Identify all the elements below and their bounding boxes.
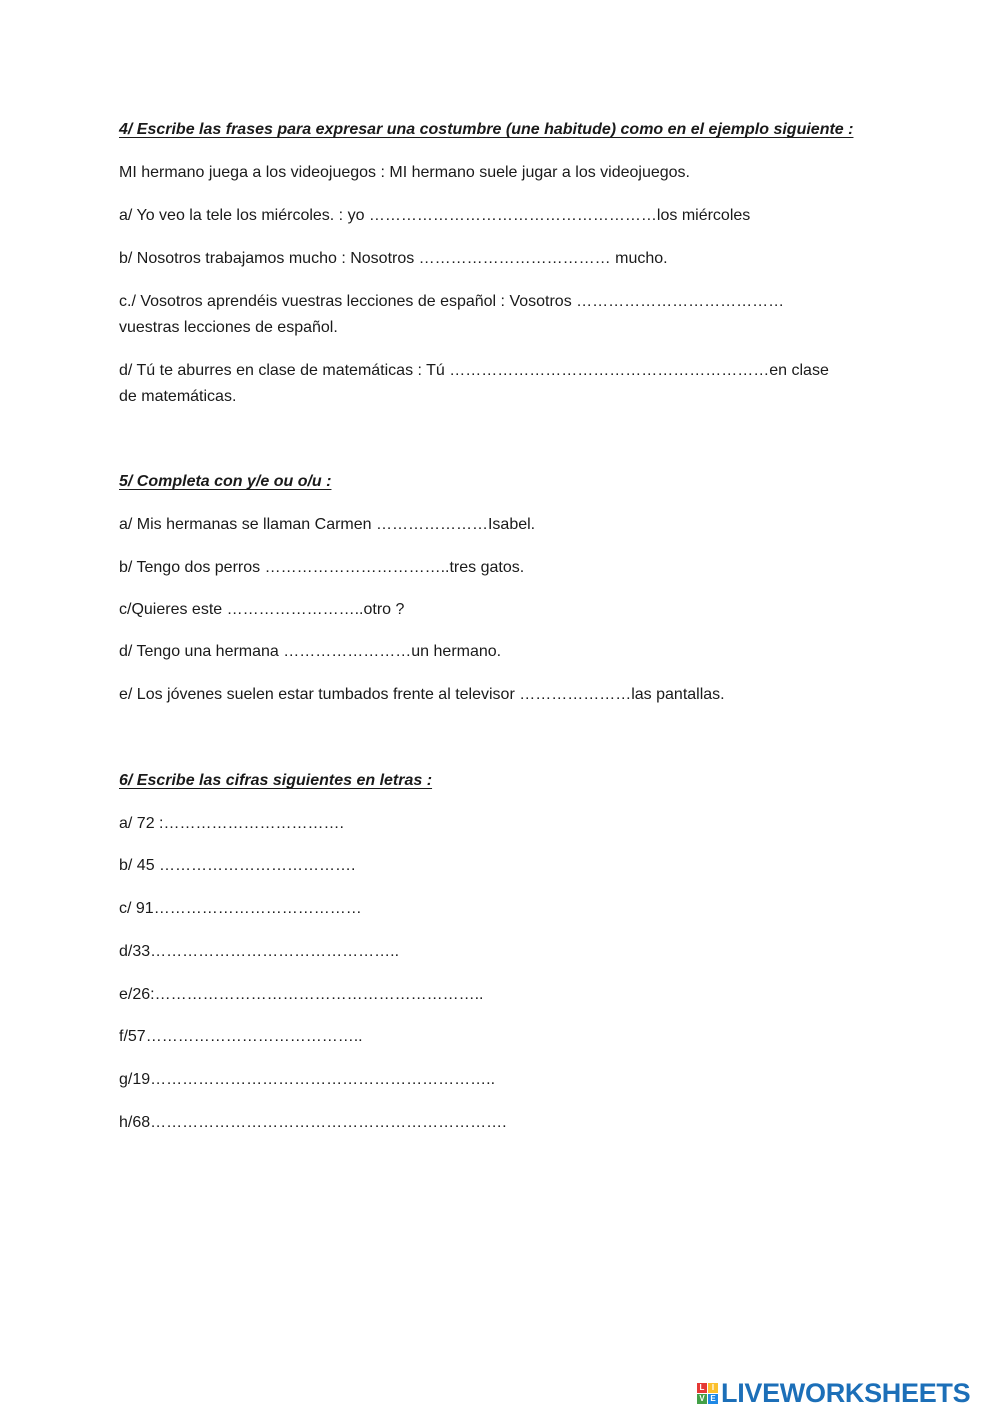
section5-item-d: d/ Tengo una hermana ……………………un hermano.	[119, 643, 502, 660]
section5-heading: 5/ Completa con y/e ou o/u :	[119, 473, 332, 490]
section4-item-a: a/ Yo veo la tele los miércoles. : yo ………………………………………………los miércoles	[119, 207, 751, 224]
section4-item-d: d/ Tú te aburres en clase de matemáticas : Tú ……………………………………………………en clase de matemáticas.	[119, 362, 829, 405]
section6-item-b: b/ 45 ……………………………….	[119, 857, 356, 874]
logo-tile: I	[708, 1383, 718, 1393]
section6-item-d: d/33………………………………………..	[119, 943, 400, 960]
section6-item-e: e/26:……………………………………………………..	[119, 986, 484, 1003]
logo-tiles-icon	[697, 1383, 718, 1404]
section4-heading: 4/ Escribe las frases para expresar una costumbre (une habitude) como en el ejemplo siguiente :	[119, 121, 854, 138]
section6-item-f: f/57…………………………………..	[119, 1028, 363, 1045]
section4-item-c: c./ Vosotros aprendéis vuestras lecciones de español : Vosotros …………………………………vuestras lecciones de español.	[119, 293, 785, 336]
section6-item-h: h/68………………………………………………………….	[119, 1114, 507, 1131]
liveworksheets-logo	[697, 1376, 970, 1410]
section6-heading: 6/ Escribe las cifras siguientes en letras :	[119, 772, 433, 789]
section4-example: MI hermano juega a los videojuegos : MI hermano suele jugar a los videojuegos.	[119, 164, 690, 181]
section6-item-a: a/ 72 :…………………………….	[119, 815, 344, 832]
section6-item-c: c/ 91…………………………………	[119, 900, 362, 917]
section6-item-g: g/19………………………………………………………..	[119, 1071, 496, 1088]
section5-item-a: a/ Mis hermanas se llaman Carmen …………………Isabel.	[119, 516, 536, 533]
logo-tile: V	[697, 1394, 707, 1404]
logo-text: LIVEWORKSHEETS	[721, 1377, 971, 1408]
section5-item-c: c/Quieres este ……………………..otro ?	[119, 601, 405, 618]
section4-item-b: b/ Nosotros trabajamos mucho : Nosotros ……………………………… mucho.	[119, 250, 668, 267]
logo-tile: E	[708, 1394, 718, 1404]
section5-item-e: e/ Los jóvenes suelen estar tumbados frente al televisor …………………las pantallas.	[119, 686, 725, 703]
logo-tile: L	[697, 1383, 707, 1393]
section5-item-b: b/ Tengo dos perros ……………………………..tres gatos.	[119, 559, 525, 576]
